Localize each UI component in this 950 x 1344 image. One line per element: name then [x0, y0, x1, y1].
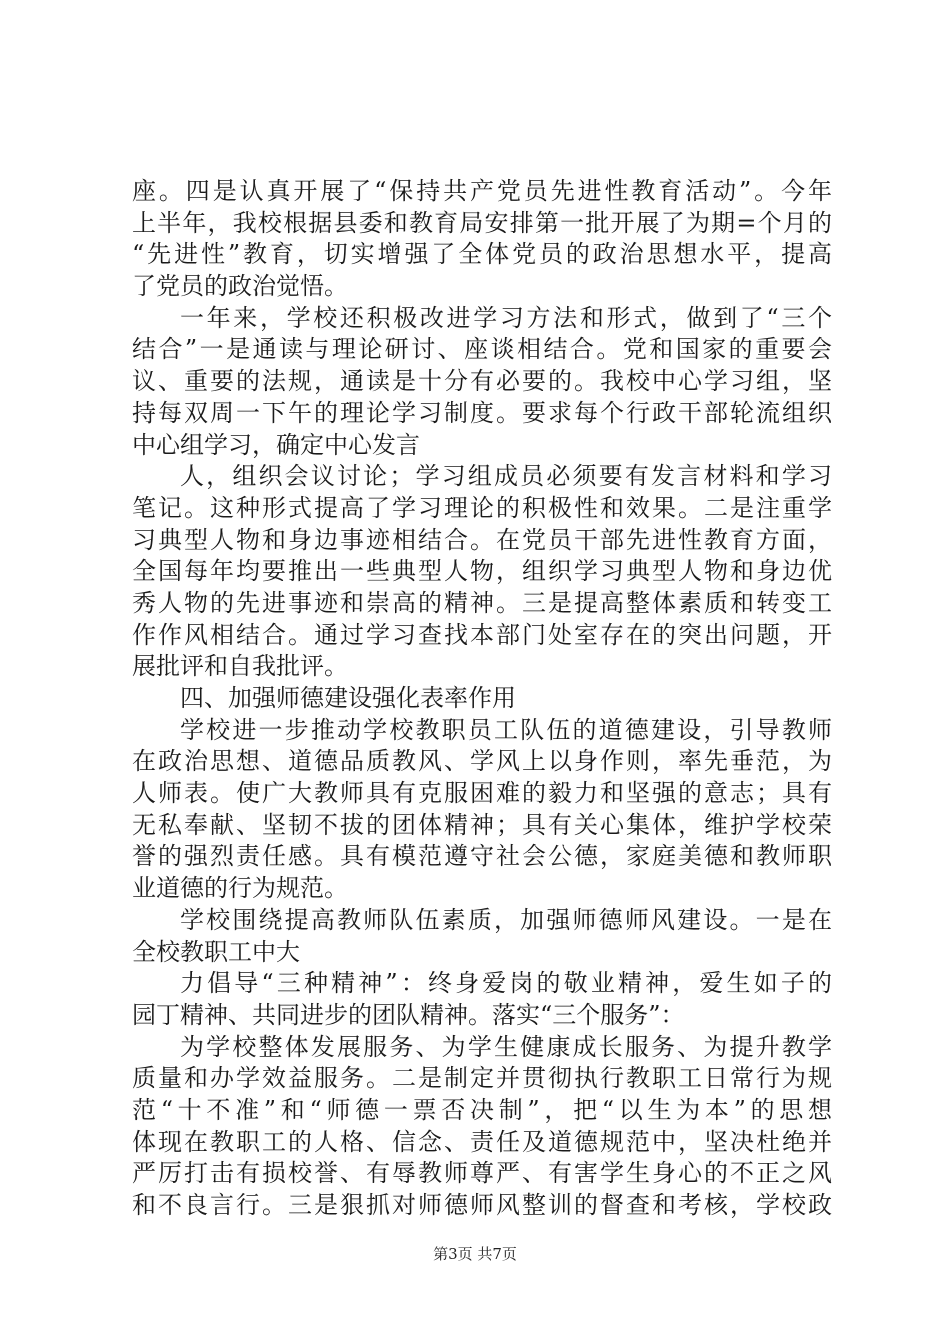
text-line: 无私奉献、坚韧不拔的团体精神；具有关心集体，维护学校荣 — [132, 810, 832, 839]
text-line: 誉的强烈责任感。具有模范遵守社会公德，家庭美德和教师职 — [132, 842, 832, 871]
text-line: 展批评和自我批评。 — [132, 652, 348, 681]
text-line: 结合”一是通读与理论研讨、座谈相结合。党和国家的重要会 — [132, 335, 832, 364]
text-line: 人师表。使广大教师具有克服困难的毅力和坚强的意志；具有 — [132, 779, 832, 808]
text-line: “先进性”教育，切实增强了全体党员的政治思想水平，提高 — [132, 240, 832, 269]
text-line: 座。四是认真开展了“保持共产党员先进性教育活动”。今年 — [132, 177, 832, 205]
document-body — [132, 176, 832, 1222]
text-line: 力倡导“三种精神”：终身爱岗的敬业精神，爱生如子的 — [180, 969, 832, 998]
text-line: 范“十不准”和“师德一票否决制”，把“以生为本”的思想 — [132, 1095, 832, 1124]
text-line: 议、重要的法规，通读是十分有必要的。我校中心学习组，坚 — [132, 367, 832, 396]
text-line: 全校教职工中大 — [132, 937, 300, 966]
text-line: 体现在教职工的人格、信念、责任及道德规范中，坚决杜绝并 — [132, 1127, 832, 1156]
text-line: 业道德的行为规范。 — [132, 874, 348, 903]
text-line: 秀人物的先进事迹和崇高的精神。三是提高整体素质和转变工 — [132, 588, 832, 617]
text-line: 学校围绕提高教师队伍素质，加强师德师风建设。一是在 — [180, 905, 832, 934]
text-line: 为学校整体发展服务、为学生健康成长服务、为提升教学 — [180, 1032, 832, 1061]
text-line: 上半年，我校根据县委和教育局安排第一批开展了为期=个月的 — [132, 208, 832, 237]
text-line: 园丁精神、共同进步的团队精神。落实“三个服务”： — [132, 1000, 685, 1029]
text-line: 习典型人物和身边事迹相结合。在党员干部先进性教育方面， — [132, 525, 832, 554]
text-line: 全国每年均要推出一些典型人物，组织学习典型人物和身边优 — [132, 557, 832, 586]
text-line: 和不良言行。三是狠抓对师德师风整训的督查和考核，学校政 — [132, 1191, 832, 1219]
text-line: 持每双周一下午的理论学习制度。要求每个行政干部轮流组织 — [132, 398, 832, 427]
text-line: 在政治思想、道德品质教风、学风上以身作则，率先垂范，为 — [132, 747, 832, 776]
text-line: 一年来，学校还积极改进学习方法和形式，做到了“三个 — [180, 303, 832, 332]
text-line: 人，组织会议讨论；学习组成员必须要有发言材料和学习 — [180, 462, 832, 491]
text-line: 笔记。这种形式提高了学习理论的积极性和效果。二是注重学 — [132, 493, 832, 522]
section-heading: 四、加强师德建设强化表率作用 — [180, 684, 516, 712]
text-line: 了党员的政治觉悟。 — [132, 272, 348, 301]
text-line: 中心组学习，确定中心发言 — [132, 430, 420, 459]
text-line: 质量和办学效益服务。二是制定并贯彻执行教职工日常行为规 — [132, 1064, 832, 1093]
text-line: 严厉打击有损校誉、有辱教师尊严、有害学生身心的不正之风 — [132, 1159, 832, 1188]
text-line: 作作风相结合。通过学习查找本部门处室存在的突出问题，开 — [132, 620, 832, 649]
text-line: 学校进一步推动学校教职员工队伍的道德建设，引导教师 — [180, 715, 832, 744]
page-number-footer: 第3页 共7页 — [433, 1245, 517, 1263]
